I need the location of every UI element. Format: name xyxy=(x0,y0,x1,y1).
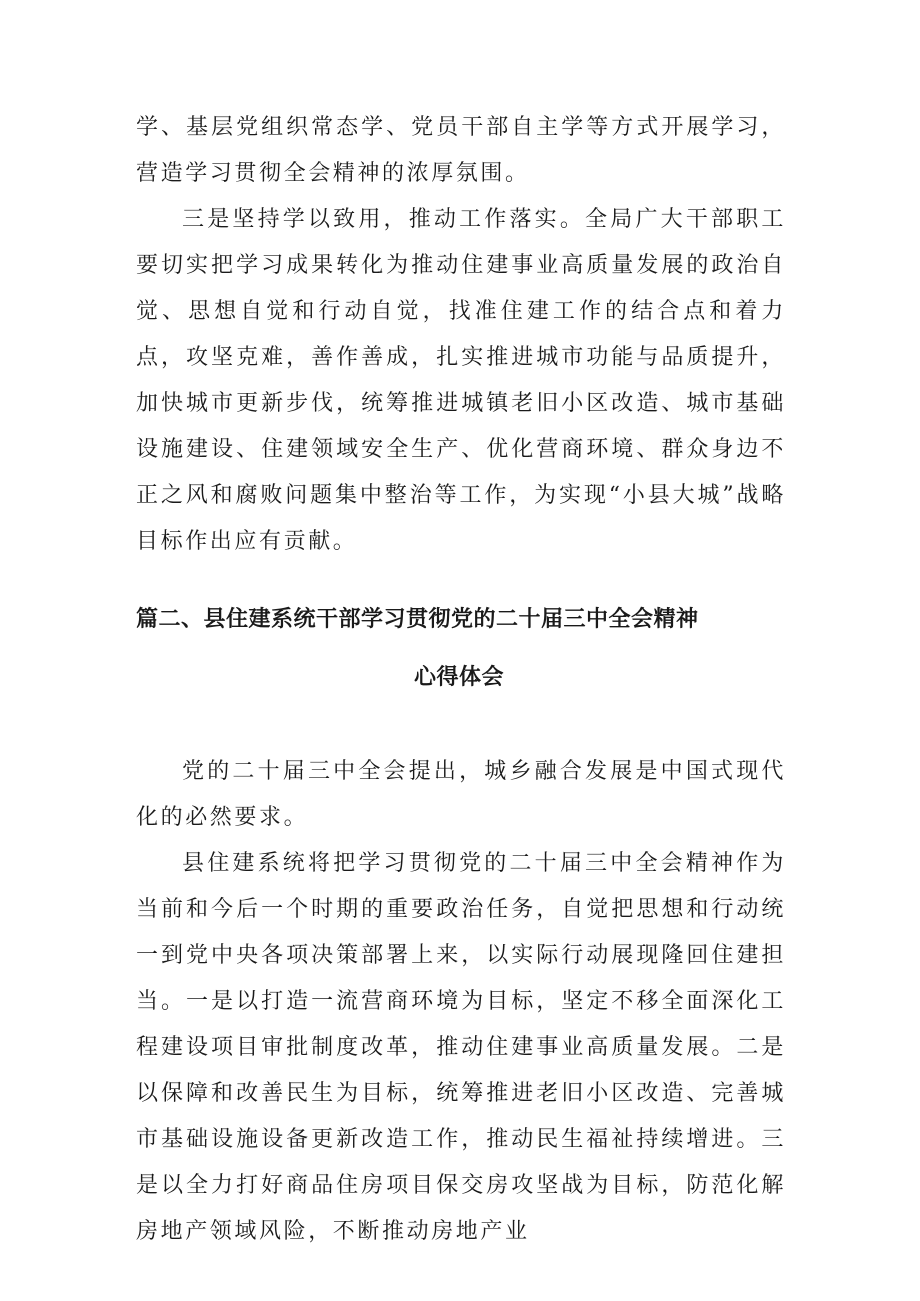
section-title-line2: 心得体会 xyxy=(414,665,505,690)
paragraph-two: 县住建系统将把学习贯彻党的二十届三中全会精神作为当前和今后一个时期的重要政治任务，自觉把思想和行动统一到党中央各项决策部署上来，以实际行动展现隆回住建担当。一是以打造一流营商环境为目标，坚定不移全面深化工程建设项目审批制度改革，推动住建事业高质量发展。二是以保障和改善民生为目标，统筹推进老旧小区改造、完善城市基础设施设备更新改造工作，推动民生福祉持续增进。三是以全力打好商品住房项目保交房攻坚战为目标，防范化解房地产领域风险，不断推动房地产业 xyxy=(136,851,786,1244)
paragraph-three: 三是坚持学以致用，推动工作落实。全局广大干部职工要切实把学习成果转化为推动住建事业高质量发展的政治自觉、思想自觉和行动自觉，找准住建工作的结合点和着力点，攻坚克难，善作善成，扎实推进城市功能与品质提升，加快城市更新步伐，统筹推进城镇老旧小区改造、城市基础设施建设、住建领域安全生产、优化营商环境、群众身边不正之风和腐败问题集中整治等工作，为实现“小县大城”战略目标作出应有贡献。 xyxy=(136,207,786,554)
paragraph-one: 党的二十届三中全会提出，城乡融合发展是中国式现代化的必然要求。 xyxy=(136,759,786,830)
section-title-line1: 篇二、县住建系统干部学习贯彻党的二十届三中全会精神 xyxy=(136,607,699,632)
paragraph-continued: 学、基层党组织常态学、党员干部自主学等方式开展学习，营造学习贯彻全会精神的浓厚氛围。 xyxy=(136,115,786,186)
